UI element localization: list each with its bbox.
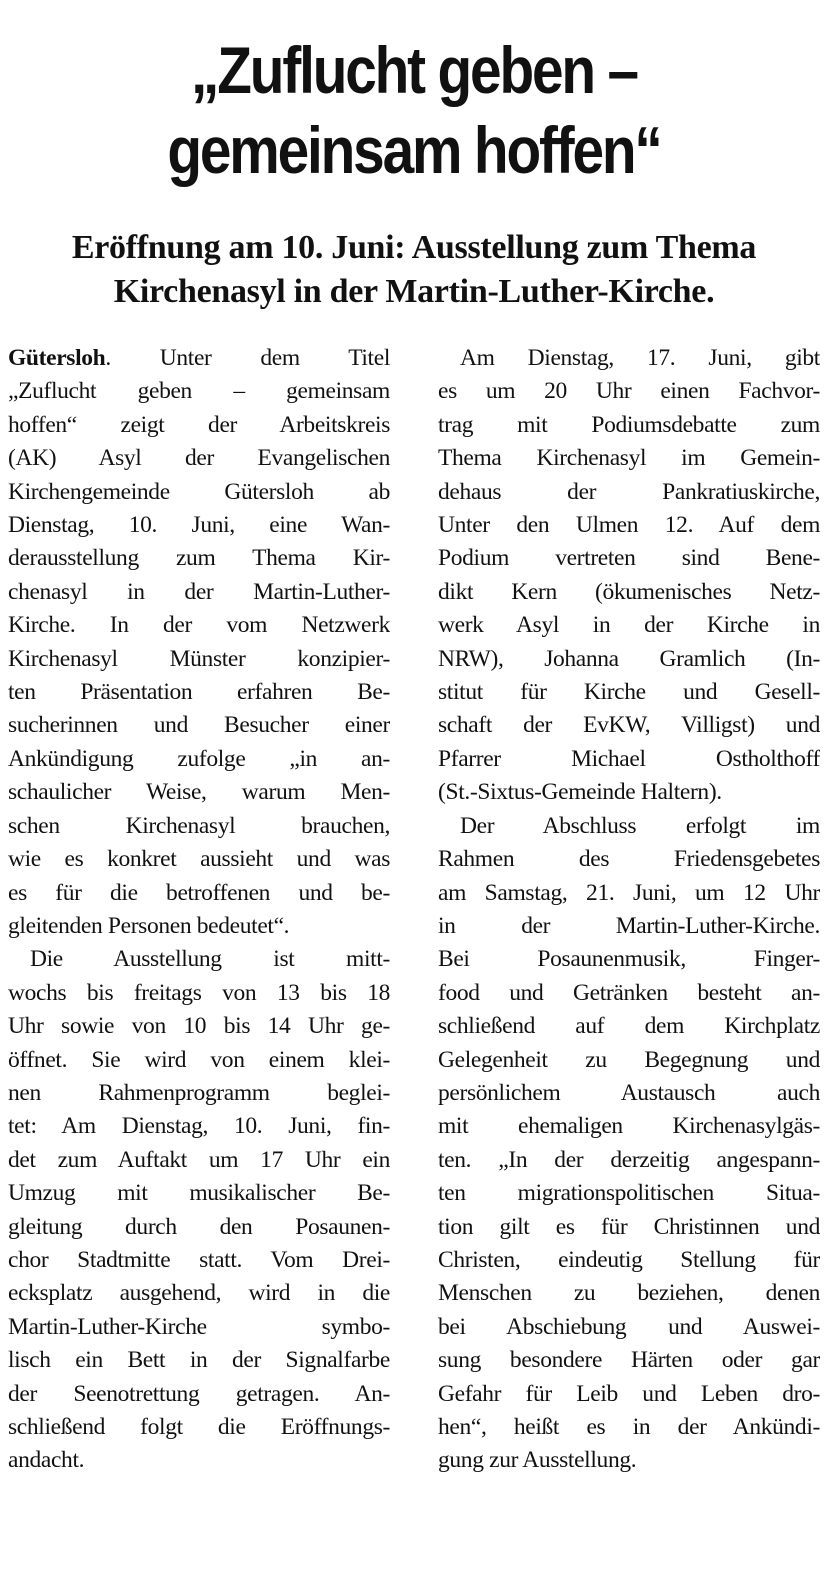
text-line: persönlichem Austausch auch: [438, 1079, 820, 1106]
text-line: schaft der EvKW, Villigst) und: [438, 712, 820, 739]
text-line: wochs bis freitags von 13 bis 18: [8, 979, 390, 1006]
subheadline-line: Eröffnung am 10. Juni: Ausstellung zum Thema: [71, 229, 757, 266]
subheadline-line: Kirchenasyl in der Martin-Luther-Kirche.: [113, 273, 715, 310]
text-line: chor Stadtmitte statt. Vom Drei-: [8, 1246, 390, 1273]
text-segment: . Unter dem Titel: [105, 345, 390, 371]
text-line: Rahmen des Friedensgebetes: [438, 846, 820, 873]
text-line: Bei Posaunenmusik, Finger-: [438, 946, 820, 973]
text-line: tion gilt es für Christinnen und: [438, 1213, 820, 1240]
text-line: chenasyl in der Martin-Luther-: [8, 578, 390, 605]
text-line: food und Getränken besteht an-: [438, 979, 820, 1006]
text-line: ten Präsentation erfahren Be-: [8, 679, 390, 706]
text-line: schen Kirchenasyl brauchen,: [8, 812, 390, 839]
text-line: Christen, eindeutig Stellung für: [438, 1246, 820, 1273]
text-line: Kirchengemeinde Gütersloh ab: [8, 478, 390, 505]
text-line: schließend folgt die Eröffnungs-: [8, 1414, 390, 1440]
body-text: [8, 342, 820, 1478]
text-line: [8, 342, 390, 375]
text-line: es für die betroffenen und be-: [8, 879, 390, 906]
text-line: andacht.: [8, 1447, 85, 1474]
text-line: schaulicher Weise, warum Men-: [8, 779, 390, 806]
text-line: ten. „In der derzeitig angespann-: [438, 1146, 820, 1173]
text-line: bei Abschiebung und Auswei-: [438, 1313, 820, 1340]
subheadline: [14, 226, 814, 314]
text-line: gleitung durch den Posaunen-: [8, 1213, 390, 1240]
text-line: Gefahr für Leib und Leben dro-: [438, 1380, 820, 1407]
text-line: stitut für Kirche und Gesell-: [438, 679, 820, 706]
text-line: Die Ausstellung ist mitt-: [30, 946, 390, 973]
text-line: (St.-Sixtus-Gemeinde Haltern).: [438, 779, 722, 806]
text-line: sucherinnen und Besucher einer: [8, 712, 390, 739]
text-line: Podium vertreten sind Bene-: [438, 545, 820, 572]
left-column: [8, 342, 390, 1478]
text-line: dikt Kern (ökumenisches Netz-: [438, 578, 820, 605]
text-line: Uhr sowie von 10 bis 14 Uhr ge-: [8, 1013, 390, 1040]
headline-line: gemeinsam hoffen“: [167, 113, 661, 187]
text-line: Der Abschluss erfolgt im: [460, 812, 820, 839]
text-line: nen Rahmenprogramm beglei-: [8, 1079, 390, 1106]
text-line: in der Martin-Luther-Kirche.: [438, 912, 820, 939]
text-line: Kirche. In der vom Netzwerk: [8, 612, 390, 639]
text-line: hen“, heißt es in der Ankündi-: [438, 1414, 820, 1440]
text-line: derausstellung zum Thema Kir-: [8, 545, 390, 572]
text-line: wie es konkret aussieht und was: [8, 846, 390, 873]
text-line: lisch ein Bett in der Signalfarbe: [8, 1347, 390, 1374]
text-line: trag mit Podiumsdebatte zum: [438, 411, 820, 438]
text-line: det zum Auftakt um 17 Uhr ein: [8, 1146, 390, 1173]
text-line: Kirchenasyl Münster konzipier-: [8, 645, 390, 672]
text-line: mit ehemaligen Kirchenasylgäs-: [438, 1113, 820, 1140]
text-line: werk Asyl in der Kirche in: [438, 612, 820, 639]
text-line: ten migrationspolitischen Situa-: [438, 1180, 820, 1207]
text-line: Unter den Ulmen 12. Auf dem: [438, 512, 820, 539]
text-line: Dienstag, 10. Juni, eine Wan-: [8, 512, 390, 539]
text-line: NRW), Johanna Gramlich (In-: [438, 645, 820, 672]
text-line: der Seenotrettung getragen. An-: [8, 1380, 390, 1407]
text-line: gung zur Ausstellung.: [438, 1447, 637, 1474]
headline-line: „Zuflucht geben –: [191, 33, 637, 107]
text-line: ecksplatz ausgehend, wird in die: [8, 1280, 390, 1307]
text-line: sung besondere Härten oder gar: [438, 1347, 820, 1374]
text-line: (AK) Asyl der Evangelischen: [8, 445, 390, 472]
text-line: Menschen zu beziehen, denen: [438, 1280, 820, 1307]
text-line: Pfarrer Michael Ostholthoff: [438, 745, 820, 772]
text-line: Thema Kirchenasyl im Gemein-: [438, 445, 820, 472]
right-column: [438, 342, 820, 1478]
text-line: dehaus der Pankratiuskirche,: [438, 478, 820, 505]
text-line: Am Dienstag, 17. Juni, gibt: [460, 345, 820, 371]
dateline: Gütersloh: [8, 345, 106, 371]
text-line: Gelegenheit zu Begegnung und: [438, 1046, 820, 1073]
text-line: es um 20 Uhr einen Fachvor-: [438, 378, 820, 405]
text-line: schließend auf dem Kirchplatz: [438, 1013, 820, 1040]
headline: [70, 0, 758, 190]
text-line: öffnet. Sie wird von einem klei-: [8, 1046, 390, 1073]
text-line: Martin-Luther-Kirche symbo-: [8, 1313, 390, 1340]
text-line: am Samstag, 21. Juni, um 12 Uhr: [438, 879, 820, 906]
text-line: hoffen“ zeigt der Arbeitskreis: [8, 411, 390, 438]
text-line: tet: Am Dienstag, 10. Juni, fin-: [8, 1113, 390, 1140]
text-line: Umzug mit musikalischer Be-: [8, 1180, 390, 1207]
text-line: Ankündigung zufolge „in an-: [8, 745, 390, 772]
text-line: gleitenden Personen bedeutet“.: [8, 912, 290, 939]
text-line: „Zuflucht geben – gemeinsam: [8, 378, 390, 405]
